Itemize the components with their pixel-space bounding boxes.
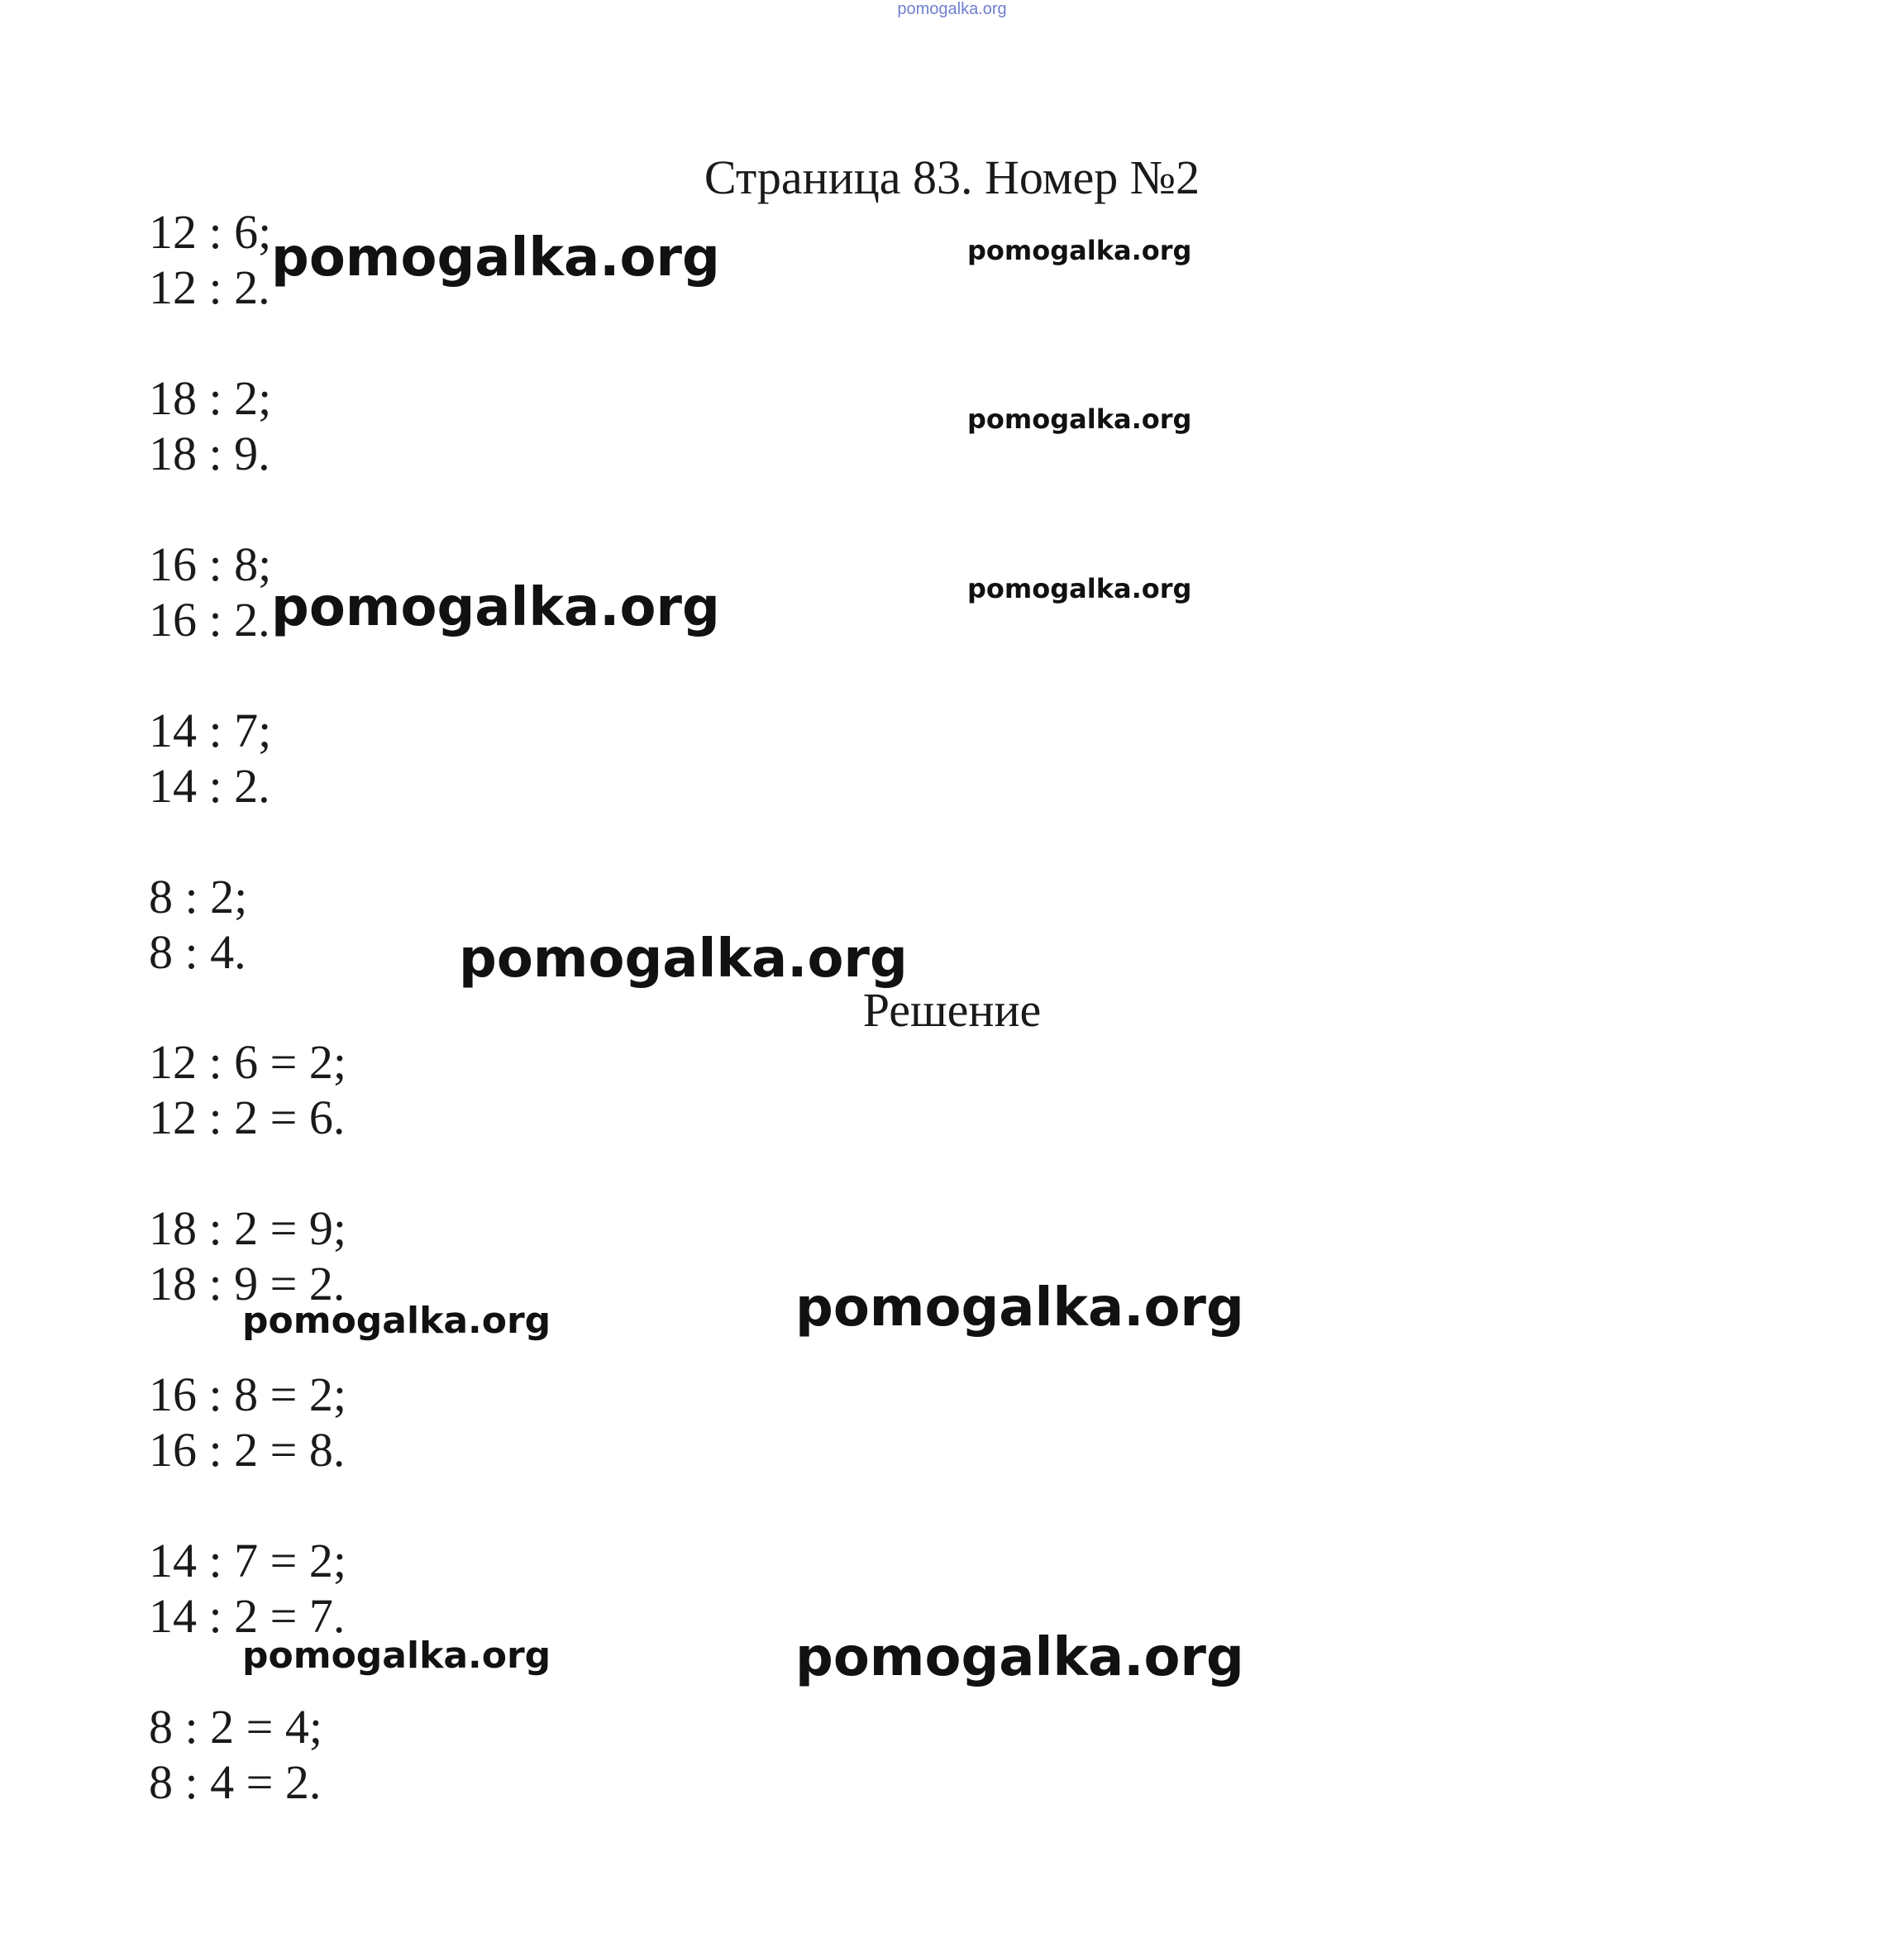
solution-line: 18 : 9 = 2. bbox=[149, 1257, 346, 1310]
watermark: pomogalka.org bbox=[271, 227, 720, 289]
watermark: pomogalka.org bbox=[271, 577, 720, 638]
solution-line: 14 : 2 = 7. bbox=[149, 1589, 346, 1643]
task-line: 12 : 6; bbox=[149, 205, 272, 259]
task-line: 8 : 4. bbox=[149, 925, 246, 979]
task-line: 18 : 2; bbox=[149, 371, 272, 425]
task-line: 14 : 2. bbox=[149, 759, 270, 813]
solution-line: 14 : 7 = 2; bbox=[149, 1534, 346, 1587]
task-line: 18 : 9. bbox=[149, 427, 270, 480]
task-line: 14 : 7; bbox=[149, 704, 272, 757]
task-line: 16 : 2. bbox=[149, 593, 270, 647]
task-line: 16 : 8; bbox=[149, 537, 272, 591]
watermark: pomogalka.org bbox=[967, 403, 1192, 435]
task-line: 8 : 2; bbox=[149, 870, 248, 924]
watermark: pomogalka.org bbox=[242, 1635, 551, 1677]
solution-line: 12 : 6 = 2; bbox=[149, 1035, 346, 1089]
solution-line: 16 : 2 = 8. bbox=[149, 1423, 346, 1477]
solution-line: 16 : 8 = 2; bbox=[149, 1368, 346, 1421]
solution-line: 18 : 2 = 9; bbox=[149, 1201, 346, 1255]
watermark: pomogalka.org bbox=[967, 573, 1192, 604]
solution-heading: Решение bbox=[862, 983, 1042, 1037]
watermark: pomogalka.org bbox=[795, 1277, 1244, 1339]
page-title: Страница 83. Номер №2 bbox=[704, 150, 1200, 204]
site-link[interactable]: pomogalka.org bbox=[897, 0, 1007, 18]
watermark: pomogalka.org bbox=[795, 1627, 1244, 1688]
task-line: 12 : 2. bbox=[149, 260, 270, 314]
solution-line: 8 : 4 = 2. bbox=[149, 1755, 322, 1809]
solution-line: 12 : 2 = 6. bbox=[149, 1091, 346, 1144]
watermark: pomogalka.org bbox=[242, 1300, 551, 1342]
watermark: pomogalka.org bbox=[967, 235, 1192, 266]
watermark: pomogalka.org bbox=[459, 928, 908, 990]
solution-line: 8 : 2 = 4; bbox=[149, 1700, 322, 1754]
